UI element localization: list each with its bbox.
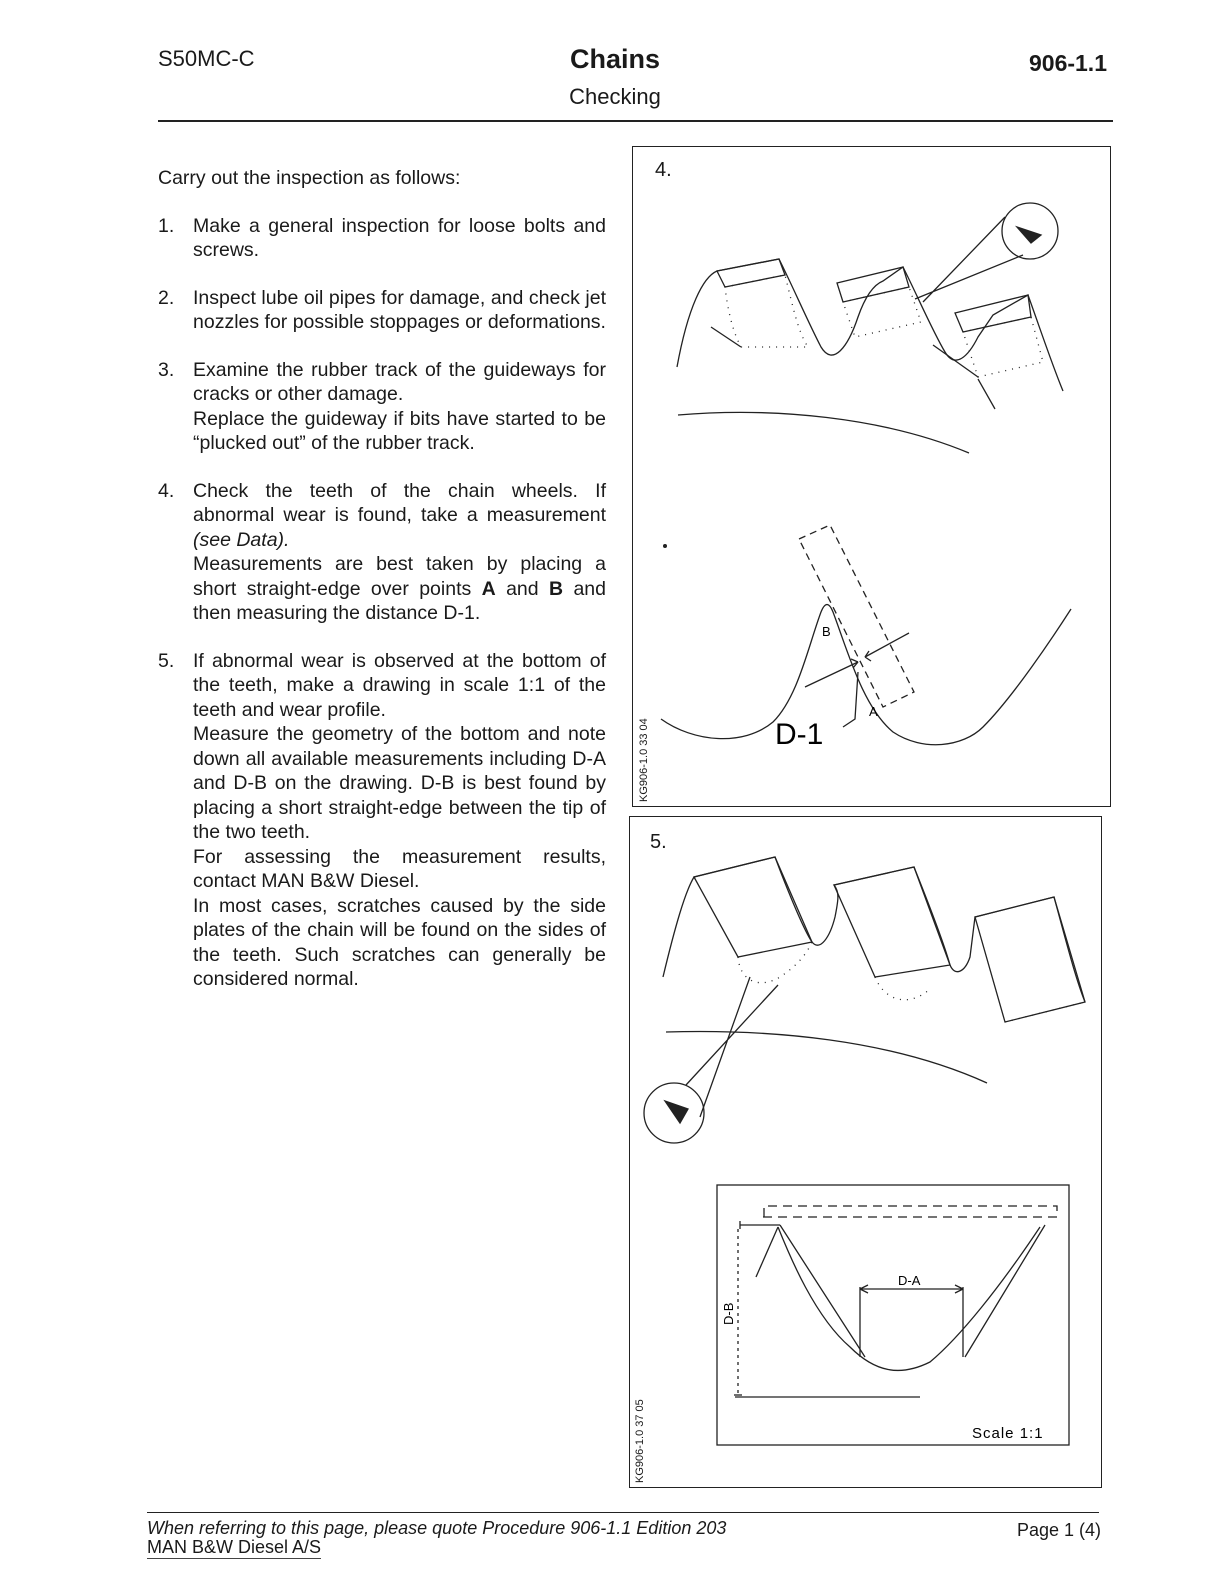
header-divider: [158, 120, 1113, 122]
label-b: B: [822, 624, 831, 639]
figure-5-drawing: [630, 817, 1103, 1489]
list-item: [158, 214, 606, 263]
list-item: [158, 479, 606, 626]
intro-text: Carry out the inspection as follows:: [158, 167, 461, 189]
list-item: [158, 649, 606, 992]
figure-4-drawing: [633, 147, 1112, 808]
item-text: Measure the geometry of the bottom and note down all available measurements including D-A and D-B on the drawing. D-B is best found by placing a short straight-edge between the tip of the two teeth.: [193, 723, 606, 843]
item-text: In most cases, scratches caused by the side plates of the chain will be found on the sides of the teeth. Such scratches can generally be considered normal.: [193, 894, 606, 990]
figure-5: [629, 816, 1102, 1488]
page-subtitle: Checking: [569, 84, 661, 109]
page-title: Chains: [569, 44, 661, 74]
scale-label: Scale 1:1: [972, 1425, 1044, 1442]
procedure-number: 906-1.1: [1028, 50, 1107, 76]
item-text: If abnormal wear is observed at the bottom of the teeth, make a drawing in scale 1:1 of the teeth and wear profile.: [193, 649, 606, 721]
item-number: 1.: [158, 214, 175, 237]
item-number: 2.: [158, 286, 175, 309]
figure-4: [632, 146, 1111, 807]
item-number: 4.: [158, 479, 175, 502]
label-db: D-B: [721, 1302, 736, 1325]
item-text-main: Check the teeth of the chain wheels. If abnormal wear is found, take a measurement: [193, 479, 606, 526]
instructions: [158, 166, 606, 1015]
footer-reference: When referring to this page, please quote Procedure 906-1.1 Edition 203: [147, 1518, 727, 1538]
label-d1: D-1: [775, 718, 824, 751]
item-text: Replace the guideway if bits have started to be “plucked out” of the rubber track.: [193, 407, 606, 454]
item-text: For assessing the measurement results, contact MAN B&W Diesel.: [193, 845, 606, 892]
item-text: Measurements are best taken by placing a short straight-edge over points A and B and then measuring the distance D-1.: [193, 553, 606, 624]
figure-5-code: KG906-1.0 37 05: [634, 1399, 646, 1483]
list-item: [158, 286, 606, 335]
list-item: [158, 358, 606, 456]
label-da: D-A: [898, 1273, 921, 1288]
figure-4-code: KG906-1.0 33 04: [638, 718, 650, 802]
item-text: Inspect lube oil pipes for damage, and check jet nozzles for possible stoppages or deformations.: [193, 286, 606, 333]
item-text: [193, 479, 606, 553]
footer-divider: [147, 1512, 1099, 1513]
item-number: 3.: [158, 358, 175, 381]
see-data-reference: (see Data).: [193, 528, 290, 551]
item-number: 5.: [158, 649, 175, 672]
document-model: S50MC-C: [158, 46, 255, 71]
figure-5-number: 5.: [650, 831, 667, 853]
page-number: Page 1 (4): [1016, 1520, 1101, 1540]
item-text: Examine the rubber track of the guideways for cracks or other damage.: [193, 358, 606, 405]
company-name: MAN B&W Diesel A/S: [147, 1537, 322, 1557]
figure-4-number: 4.: [655, 159, 672, 181]
label-a: A: [869, 704, 878, 719]
item-text: Make a general inspection for loose bolts and screws.: [193, 214, 606, 261]
